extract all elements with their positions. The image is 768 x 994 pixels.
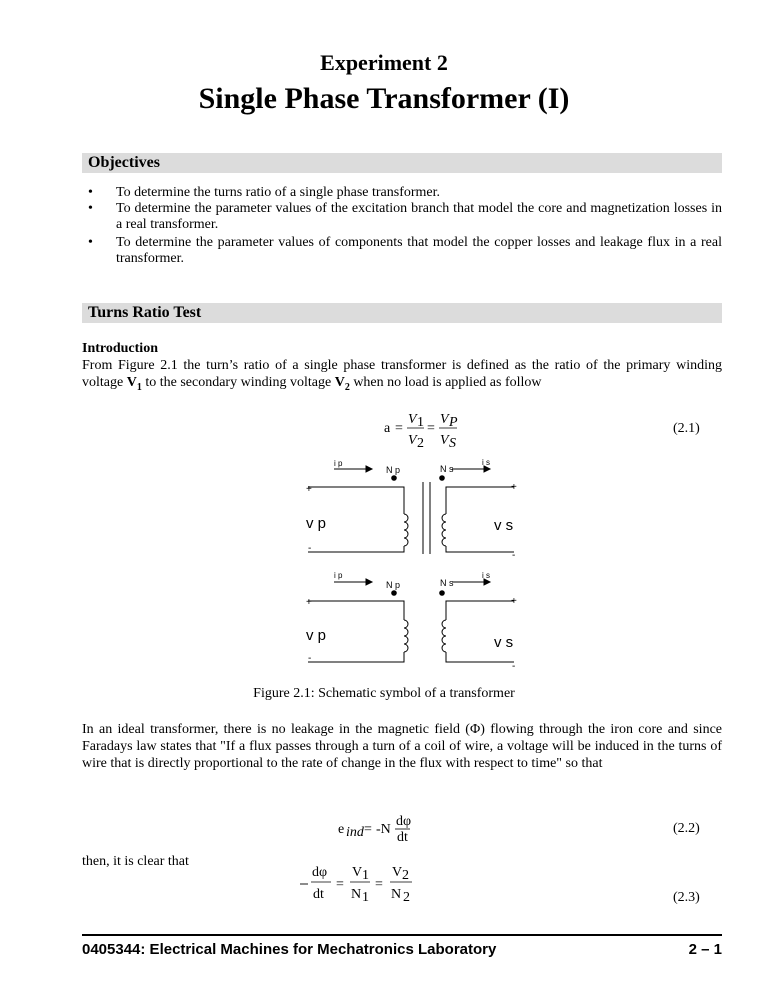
polarity-dot-icon: [439, 590, 445, 596]
svg-text:2: 2: [403, 890, 410, 905]
section-heading-turns-ratio: Turns Ratio Test: [82, 303, 722, 323]
svg-text:dφ: dφ: [312, 865, 328, 880]
svg-text:=: =: [395, 421, 403, 436]
then-text: then, it is clear that: [82, 854, 189, 869]
svg-text:-: -: [308, 653, 312, 664]
svg-text:N p: N p: [386, 465, 401, 475]
svg-text:V: V: [408, 412, 417, 427]
svg-text:i s: i s: [482, 458, 490, 467]
svg-text:V: V: [440, 433, 449, 448]
footer-course-title: 0405344: Electrical Machines for Mechatronics Laboratory: [82, 941, 497, 958]
intro-text-1: From Figure 2.1 the turn’s ratio of a single phase transformer is defined as the ratio of the primary winding voltage: [82, 358, 722, 390]
objective-item-3: [88, 235, 722, 269]
objective-text: To determine the parameter values of the excitation branch that model the core and magnetization losses in a real transformer.: [116, 201, 722, 232]
svg-text:ind: ind: [346, 825, 364, 840]
svg-text:V: V: [408, 433, 417, 448]
polarity-dot-icon: [439, 475, 445, 481]
svg-text:+: +: [511, 482, 517, 493]
intro-text-3: when no load is applied as follow: [349, 375, 542, 390]
objective-text: To determine the turns ratio of a single phase transformer.: [116, 185, 441, 200]
svg-text:-: -: [512, 661, 516, 672]
svg-text:N: N: [391, 887, 402, 902]
equation-number-2-2: (2.2): [673, 821, 700, 836]
bullet-icon: •: [88, 201, 93, 216]
page-title: Single Phase Transformer (I): [198, 82, 570, 115]
equation-number-2-1: (2.1): [673, 421, 700, 436]
section-heading-objectives: Objectives: [82, 153, 722, 173]
footer-page-number: 2 – 1: [688, 941, 722, 958]
svg-text:v s: v s: [494, 517, 514, 534]
footer-divider: [82, 934, 722, 936]
polarity-dot-icon: [391, 475, 397, 481]
svg-text:2: 2: [417, 436, 424, 451]
svg-text:+: +: [306, 484, 312, 495]
objective-text: To determine the parameter values of components that model the copper losses and leakage flux in a real transformer.: [116, 235, 722, 266]
equation-2-3: [298, 858, 458, 908]
svg-text:-: -: [512, 550, 516, 561]
objective-item-2: [88, 201, 722, 235]
svg-text:-N: -N: [376, 822, 391, 837]
svg-text:V: V: [352, 865, 363, 880]
svg-text:dφ: dφ: [396, 814, 412, 829]
equation-2-1: [380, 405, 480, 457]
polarity-dot-icon: [391, 590, 397, 596]
svg-text:=: =: [375, 877, 383, 892]
svg-text:v p: v p: [306, 515, 327, 532]
svg-text:N s: N s: [440, 578, 454, 588]
intro-paragraph: [82, 357, 722, 396]
paragraph-ideal-transformer: In an ideal transformer, there is no leakage in the magnetic field (Φ) flowing through the iron core and since Faradays law states that "If a flux passes through a turn of a coil of wire, a voltage will be induced in the turns of wire that is directly proportional to the rate of change in the flux with respect to time" so that: [82, 722, 722, 771]
svg-text:=: =: [427, 421, 435, 436]
bullet-icon: •: [88, 235, 93, 250]
svg-text:v p: v p: [306, 627, 327, 644]
svg-text:2: 2: [402, 868, 409, 883]
svg-text:N: N: [351, 887, 362, 902]
svg-text:+: +: [306, 597, 312, 608]
svg-text:=: =: [336, 877, 344, 892]
svg-text:V: V: [392, 865, 403, 880]
transformer-schematic-figure: [296, 456, 528, 678]
svg-text:S: S: [449, 436, 456, 451]
svg-text:V: V: [440, 412, 449, 427]
intro-heading: Introduction: [82, 341, 158, 356]
svg-text:N p: N p: [386, 580, 401, 590]
svg-text:+: +: [511, 596, 517, 607]
objective-item-1: [88, 185, 722, 201]
svg-text:i p: i p: [334, 571, 343, 580]
svg-text:v s: v s: [494, 634, 514, 651]
bullet-icon: •: [88, 185, 93, 200]
v2-symbol: $V_2$: [334, 375, 350, 393]
svg-text:i p: i p: [334, 459, 343, 468]
intro-text-2: to the secondary winding voltage: [141, 375, 335, 390]
equation-number-2-3: (2.3): [673, 890, 700, 905]
svg-text:N s: N s: [440, 464, 454, 474]
equation-2-2: [338, 810, 448, 852]
svg-text:P: P: [449, 415, 458, 430]
svg-text:dt: dt: [313, 887, 324, 902]
svg-text:-: -: [308, 543, 312, 554]
svg-text:=: =: [364, 822, 372, 837]
experiment-number: Experiment 2: [320, 50, 448, 75]
svg-text:a: a: [384, 421, 391, 436]
svg-text:e: e: [338, 822, 345, 837]
v1-symbol: $V_1$: [126, 375, 142, 393]
svg-text:1: 1: [362, 890, 369, 905]
figure-caption: Figure 2.1: Schematic symbol of a transformer: [253, 686, 515, 701]
svg-text:1: 1: [362, 868, 369, 883]
svg-text:dt: dt: [397, 830, 408, 845]
svg-text:1: 1: [417, 415, 424, 430]
svg-text:i s: i s: [482, 571, 490, 580]
